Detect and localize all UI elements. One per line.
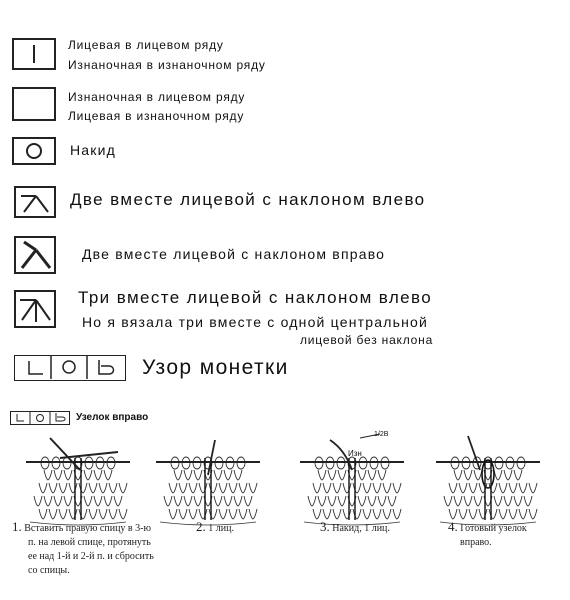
legend-label-k2tog-left: Две вместе лицевой с наклоном влево (70, 190, 426, 209)
step-2-line-1: 1 лиц. (208, 523, 234, 534)
step-1-number: 1. (12, 519, 22, 534)
step-1-needle (50, 438, 80, 470)
step-2-swatch (156, 457, 260, 525)
step-4-swatch (436, 457, 540, 525)
knitting-steps-illustration (0, 430, 570, 530)
legend-note-line-1: Но я вязала три вместе с одной центральной (82, 314, 429, 330)
triple-left-decrease-icon (14, 290, 56, 328)
step-4-number: 4. (448, 519, 458, 534)
step-3-swatch (300, 457, 404, 525)
circle-icon (12, 137, 56, 165)
legend-note-line-2: лицевой без наклона (300, 333, 434, 347)
coin-pattern-mini-icon (10, 411, 70, 429)
vertical-bar-icon (12, 38, 56, 70)
legend-label-knit-ws: Лицевая в изнаночном ряду (68, 109, 245, 123)
step-1-line-3: ее над 1-й и 2-й п. и сбросить (28, 551, 154, 562)
step-3-line-1: Накид, 1 лиц. (332, 523, 390, 534)
legend-label-purl-ws: Изнаночная в изнаночном ряду (68, 58, 266, 72)
step-4-knot (482, 460, 494, 488)
step-4-line-1: Готовый узелок (460, 523, 527, 534)
legend-label-knit-rs: Лицевая в лицевом ряду (68, 38, 224, 52)
step-1-line-4: со спицы. (28, 565, 70, 576)
legend-label-k2tog-right: Две вместе лицевой с наклоном вправо (82, 246, 386, 262)
step-3-label-a: 1/2В (374, 431, 389, 438)
legend-label-yarn-over: Накид (70, 142, 117, 158)
step-1-line-1: Вставить правую спицу в 3-ю (24, 523, 151, 534)
step-3-number: 3. (320, 519, 330, 534)
step-3-label-b: Изн (348, 449, 362, 458)
legend-label-coin-pattern: Узор монетки (142, 356, 289, 379)
right-slant-decrease-icon (14, 236, 56, 274)
step-2-number: 2. (196, 519, 206, 534)
step-1-caption (12, 520, 154, 578)
legend-label-k3tog-left: Три вместе лицевой с наклоном влево (78, 288, 433, 307)
empty-square-icon (12, 87, 56, 121)
step-4-line-2: вправо. (460, 537, 492, 548)
diagram-title: Узелок вправо (76, 412, 149, 423)
step-4-caption (448, 520, 527, 550)
step-1-line-2: п. на левой спице, протянуть (28, 537, 151, 548)
left-slant-decrease-icon (14, 186, 56, 218)
coin-pattern-icon (14, 355, 126, 381)
step-2-caption (196, 520, 234, 536)
legend-label-purl-rs: Изнаночная в лицевом ряду (68, 90, 246, 104)
step-3-caption (320, 520, 390, 536)
